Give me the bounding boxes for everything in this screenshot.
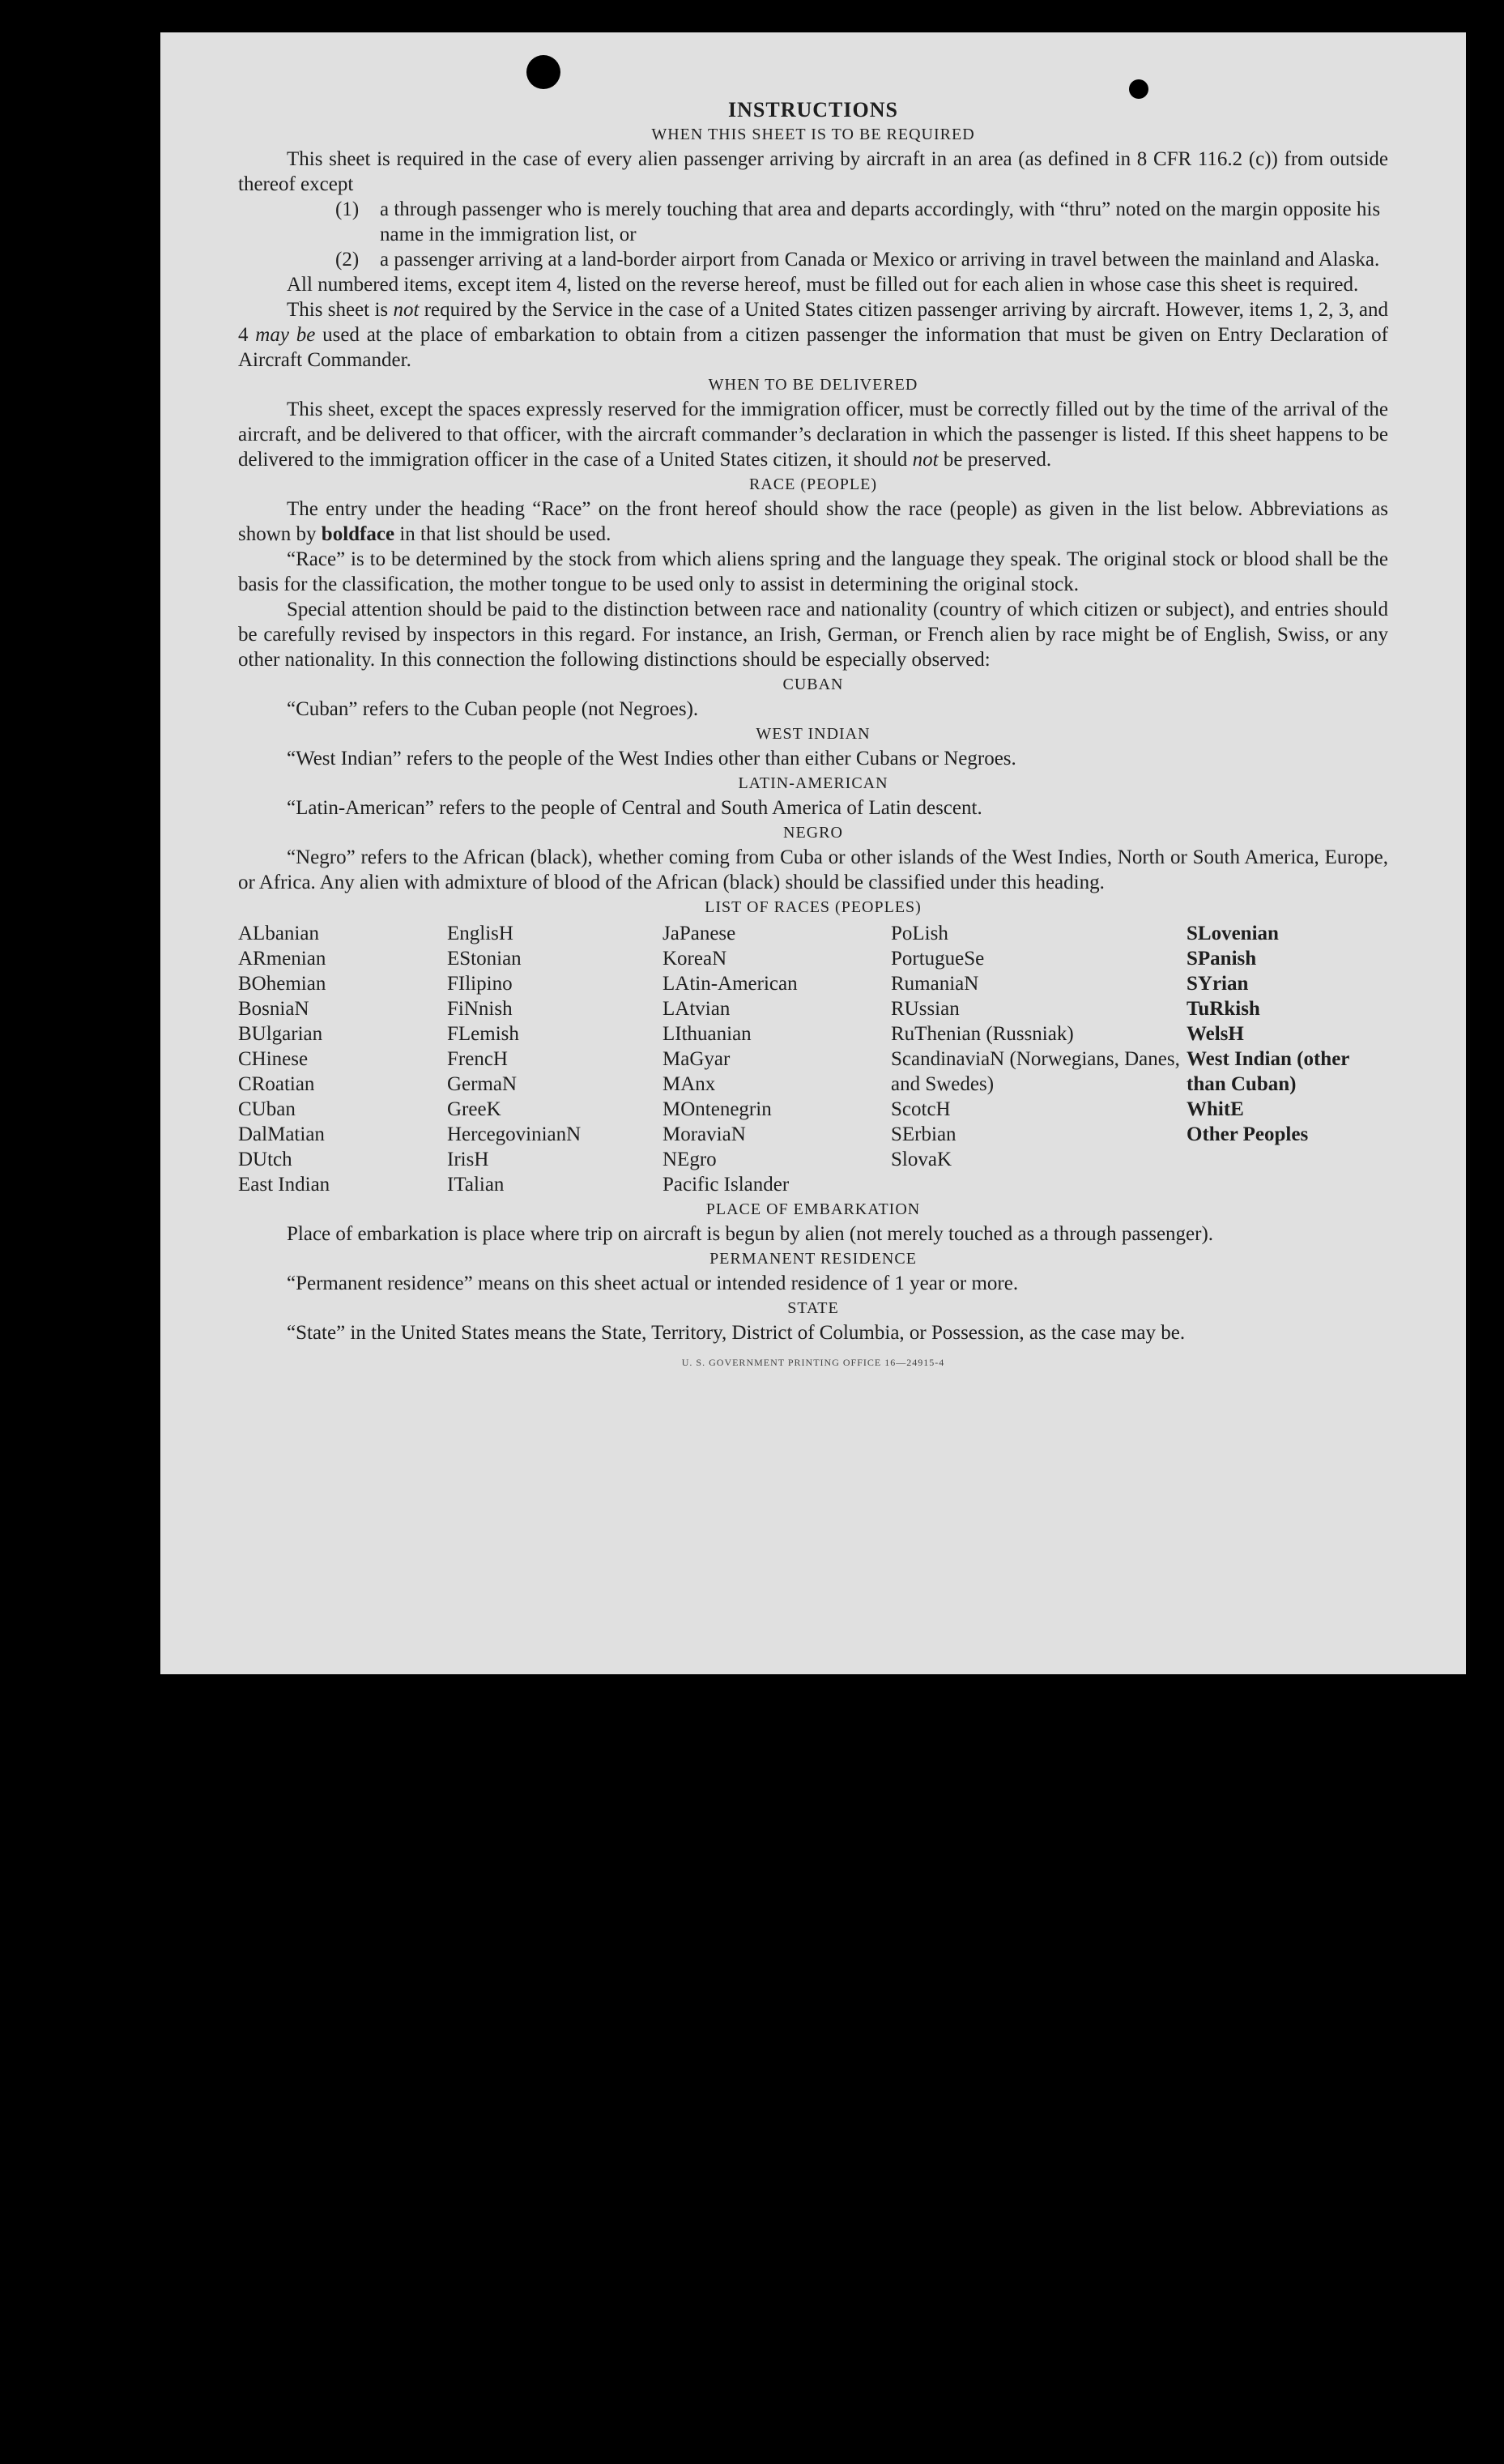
section-heading-residence: PERMANENT RESIDENCE <box>709 1250 917 1268</box>
race-entry: CHinese <box>238 1048 309 1070</box>
race-entry: HercegovinianN <box>447 1123 582 1145</box>
printing-office-footer: U. S. GOVERNMENT PRINTING OFFICE 16—24915-4 <box>681 1357 945 1368</box>
section-heading-latin-american: LATIN-AMERICAN <box>738 774 888 792</box>
section-heading-negro: NEGRO <box>783 824 843 842</box>
race-entry: MAnx <box>663 1073 716 1095</box>
race-entry: CRoatian <box>238 1073 315 1095</box>
document-content <box>238 97 1388 1375</box>
item-text: a through passenger who is merely touching that area and departs accordingly, with “thru” noted on the margin opposite his name in the immigration list, or <box>380 198 1381 245</box>
race-entry: JaPanese <box>663 923 736 944</box>
race-entry: WhitE <box>1187 1098 1244 1120</box>
race-entry: RUssian <box>891 998 960 1020</box>
race-entry: BUlgarian <box>238 1023 323 1045</box>
race-entry: SLovenian <box>1187 923 1279 944</box>
race-entry: IrisH <box>447 1149 489 1170</box>
item-number: (1) <box>335 198 360 220</box>
section-heading-embarkation: PLACE OF EMBARKATION <box>705 1200 921 1218</box>
section-heading-race: RACE (PEOPLE) <box>749 475 877 493</box>
item-text: a passenger arriving at a land-border airport from Canada or Mexico or arriving in travel between the mainland and Alaska. <box>380 249 1380 271</box>
races-column-4 <box>891 921 1187 1197</box>
paragraph: “Latin-American” refers to the people of Central and South America of Latin descent. <box>287 797 982 819</box>
race-entry: SPanish <box>1187 948 1257 970</box>
paragraph: This sheet, except the spaces expressly reserved for the immigration officer, must be correctly filled out by the time of the arrival of the aircraft, and be delivered to that officer, with the aircraft commander’s declaration in which the passenger is listed. If this sheet happens to be delivered to the immigration officer in the case of a United States citizen, it should not be preserved. <box>238 399 1388 471</box>
race-entry: GreeK <box>447 1098 501 1120</box>
race-entry: NEgro <box>663 1149 717 1170</box>
races-list <box>238 921 1388 1197</box>
race-entry: FIlipino <box>447 973 513 995</box>
race-entry: SYrian <box>1187 973 1249 995</box>
race-entry: LIthuanian <box>663 1023 752 1045</box>
race-entry: FiNnish <box>447 998 513 1020</box>
item-number: (2) <box>335 249 360 271</box>
section-heading-races-list: LIST OF RACES (PEOPLES) <box>705 898 922 916</box>
race-entry: BosniaN <box>238 998 309 1020</box>
paragraph: Special attention should be paid to the distinction between race and nationality (country of which citizen or subject), and entries should be carefully revised by inspectors in this regard. For instance, an Irish, German, or French alien by race might be of English, Swiss, or any other nationality. In this connection the following distinctions should be especially observed: <box>238 599 1388 671</box>
races-column-5 <box>1187 921 1388 1197</box>
race-entry: RuThenian (Russniak) <box>891 1023 1074 1045</box>
race-entry: PoLish <box>891 923 948 944</box>
race-entry: West Indian (other than Cuban) <box>1187 1048 1349 1095</box>
race-entry: DalMatian <box>238 1123 325 1145</box>
section-heading-required: WHEN THIS SHEET IS TO BE REQUIRED <box>651 126 975 143</box>
section-heading-delivered: WHEN TO BE DELIVERED <box>708 376 918 394</box>
race-entry: Pacific Islander <box>663 1174 790 1196</box>
race-entry: LAtin-American <box>663 973 798 995</box>
paragraph: “Cuban” refers to the Cuban people (not Negroes). <box>287 698 699 720</box>
race-entry: LAtvian <box>663 998 731 1020</box>
race-entry: TuRkish <box>1187 998 1260 1020</box>
race-entry: EStonian <box>447 948 522 970</box>
section-heading-cuban: CUBAN <box>782 676 844 693</box>
race-entry: ARmenian <box>238 948 326 970</box>
punch-hole-left <box>526 55 560 89</box>
race-entry: CUban <box>238 1098 296 1120</box>
page-title: INSTRUCTIONS <box>728 98 898 121</box>
section-heading-state: STATE <box>787 1299 839 1317</box>
race-entry: WelsH <box>1187 1023 1244 1045</box>
paragraph: This sheet is not required by the Service in the case of a United States citizen passenger arriving by aircraft. However, items 1, 2, 3, and 4 may be used at the place of embarkation to obtain from a citizen passenger the information that must be given on Entry Declaration of Aircraft Commander. <box>238 299 1389 371</box>
paragraph: “Race” is to be determined by the stock from which aliens spring and the language they speak. The original stock or blood shall be the basis for the classification, the mother tongue to be used only to assist in determining the original stock. <box>238 548 1388 595</box>
paragraph: “Negro” refers to the African (black), whether coming from Cuba or other islands of the West Indies, North or South America, Europe, or Africa. Any alien with admixture of blood of the African (black) should be classified under this heading. <box>238 846 1388 893</box>
paragraph: “Permanent residence” means on this sheet actual or intended residence of 1 year or more. <box>287 1272 1019 1294</box>
race-entry: ITalian <box>447 1174 505 1196</box>
race-entry: SErbian <box>891 1123 957 1145</box>
list-item <box>238 247 1388 272</box>
race-entry: East Indian <box>238 1174 330 1196</box>
paragraph: “State” in the United States means the State, Territory, District of Columbia, or Possession, as the case may be. <box>287 1322 1186 1344</box>
race-entry: RumaniaN <box>891 973 979 995</box>
paragraph: The entry under the heading “Race” on the front hereof should show the race (people) as given in the list below. Abbreviations as shown by boldface in that list should be used. <box>238 498 1388 545</box>
races-column-2 <box>447 921 663 1197</box>
races-column-3 <box>663 921 891 1197</box>
race-entry: FrencH <box>447 1048 508 1070</box>
paragraph: This sheet is required in the case of every alien passenger arriving by aircraft in an area (as defined in 8 CFR 116.2 (c)) from outside thereof except <box>238 148 1388 195</box>
race-entry: ScandinaviaN (Norwegians, Danes, and Swedes) <box>891 1048 1180 1095</box>
paragraph: “West Indian” refers to the people of the West Indies other than either Cubans or Negroes. <box>287 748 1016 769</box>
list-item <box>238 197 1388 247</box>
race-entry: DUtch <box>238 1149 292 1170</box>
race-entry: KoreaN <box>663 948 727 970</box>
race-entry: FLemish <box>447 1023 519 1045</box>
document-sheet <box>160 32 1466 1674</box>
race-entry: EnglisH <box>447 923 513 944</box>
race-entry: GermaN <box>447 1073 518 1095</box>
race-entry: BOhemian <box>238 973 326 995</box>
race-entry: SlovaK <box>891 1149 952 1170</box>
race-entry: MoraviaN <box>663 1123 746 1145</box>
races-column-1 <box>238 921 447 1197</box>
punch-hole-right <box>1129 79 1148 99</box>
race-entry: MaGyar <box>663 1048 731 1070</box>
section-heading-west-indian: WEST INDIAN <box>756 725 871 743</box>
paragraph: Place of embarkation is place where trip on aircraft is begun by alien (not merely touched as a through passenger). <box>287 1223 1214 1245</box>
race-entry: Other Peoples <box>1187 1123 1309 1145</box>
race-entry: ALbanian <box>238 923 319 944</box>
race-entry: MOntenegrin <box>663 1098 772 1120</box>
race-entry: ScotcH <box>891 1098 951 1120</box>
paragraph: All numbered items, except item 4, listed on the reverse hereof, must be filled out for each alien in whose case this sheet is required. <box>287 274 1359 296</box>
race-entry: PortugueSe <box>891 948 985 970</box>
